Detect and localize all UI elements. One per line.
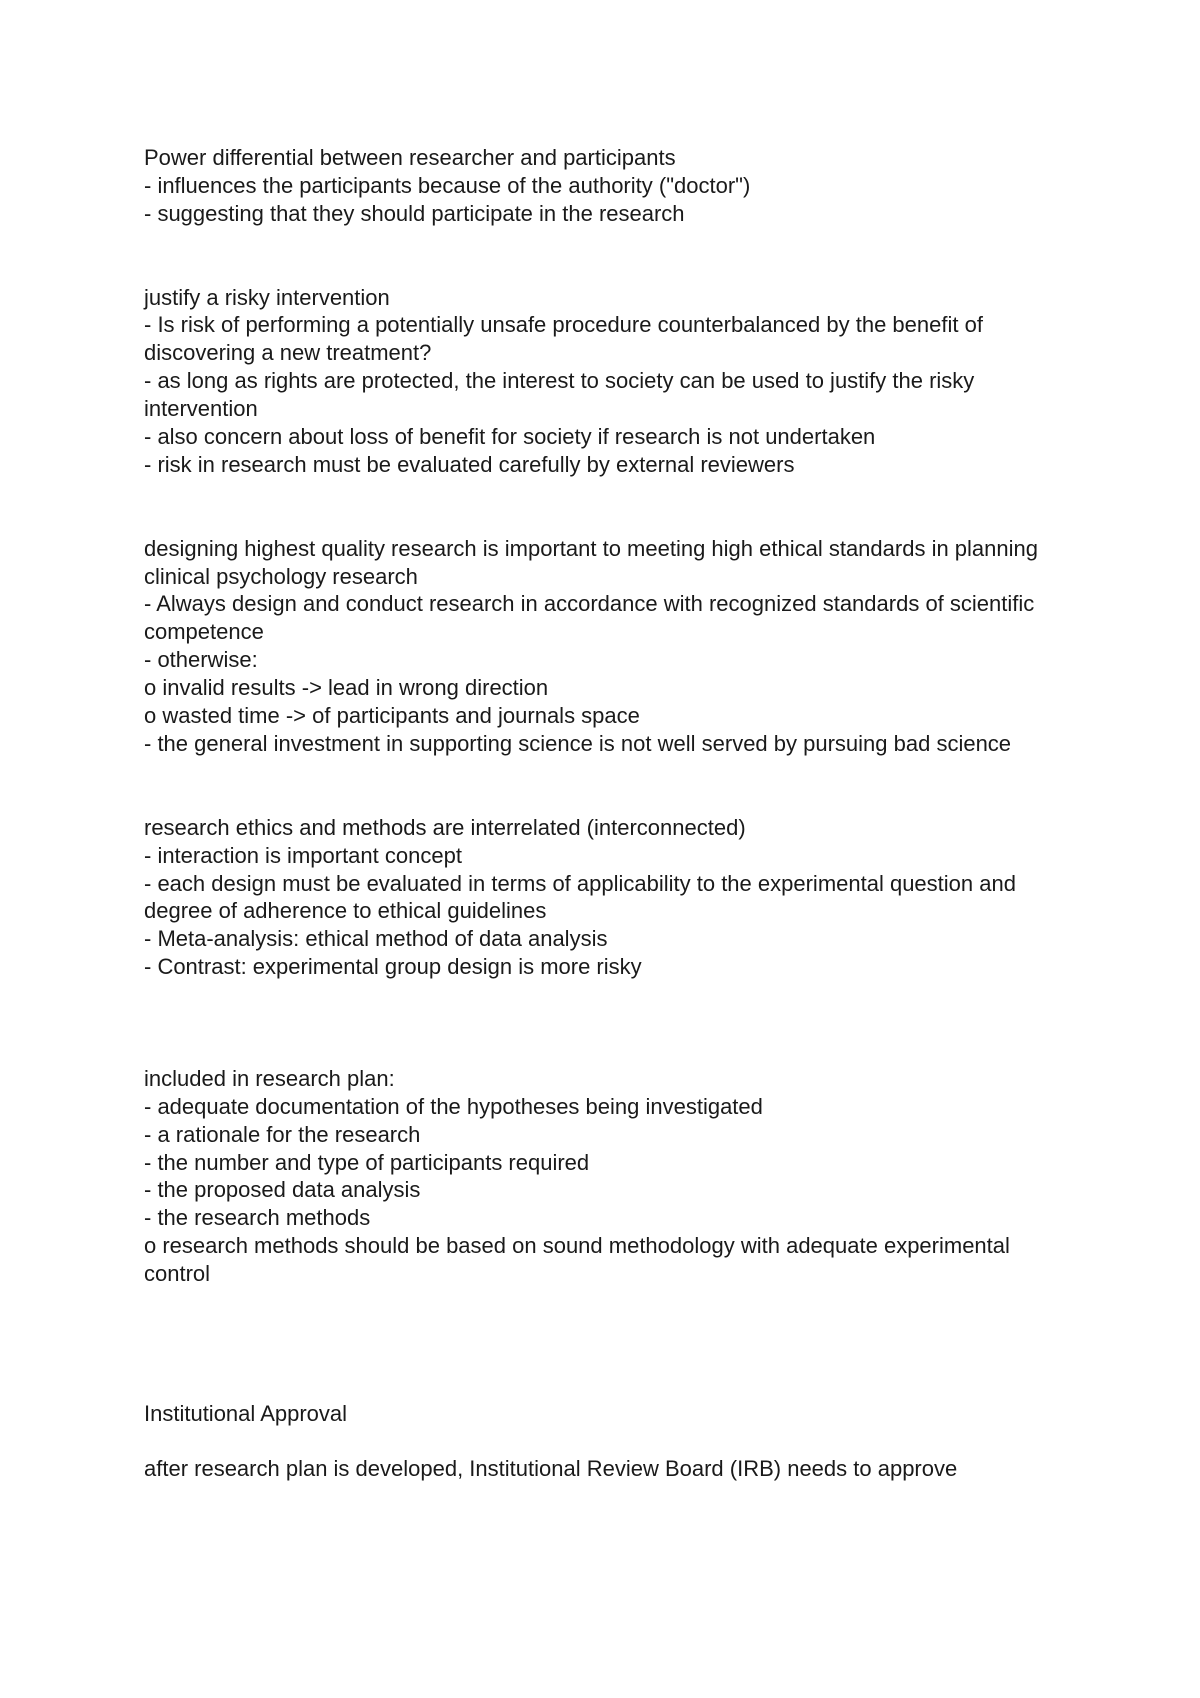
section-heading: Institutional Approval — [144, 1400, 348, 1426]
section-heading: Power differential between researcher and participants — [144, 145, 676, 170]
sub-bullet-line: o research methods should be based on sound methodology with adequate experimental control — [144, 1233, 1010, 1287]
section-heading: justify a risky intervention — [144, 284, 390, 310]
bullet-line: - also concern about loss of benefit for society if research is not undertaken — [144, 424, 876, 450]
bullet-line: - adequate documentation of the hypotheses being investigated — [144, 1093, 763, 1119]
section-heading: research ethics and methods are interrelated (interconnected) — [144, 814, 746, 840]
section-research-plan — [144, 1065, 1074, 1288]
bullet-line: - suggesting that they should participate in the research — [144, 200, 685, 226]
paragraph-line: after research plan is developed, Institutional Review Board (IRB) needs to approve — [144, 1456, 958, 1482]
section-irb — [144, 1455, 1074, 1483]
bullet-line: - each design must be evaluated in terms of applicability to the experimental question and degree of adherence to ethical guidelines — [144, 870, 1016, 924]
spacer — [144, 981, 1074, 1065]
section-ethics-methods — [144, 814, 1074, 981]
spacer — [144, 228, 1074, 284]
section-heading: designing highest quality research is important to meeting high ethical standards in planning clinical psychology research — [144, 535, 1038, 589]
bullet-line: - the research methods — [144, 1205, 371, 1231]
bullet-line: - interaction is important concept — [144, 842, 462, 868]
spacer — [144, 758, 1074, 814]
document-body — [144, 144, 1074, 1483]
bullet-line: - risk in research must be evaluated carefully by external reviewers — [144, 451, 795, 477]
bullet-line: - the general investment in supporting science is not well served by pursuing bad science — [144, 731, 1012, 756]
section-power-differential — [144, 144, 1074, 228]
bullet-line: - otherwise: — [144, 647, 258, 673]
spacer — [144, 479, 1074, 535]
bullet-line: - Meta-analysis: ethical method of data analysis — [144, 926, 608, 952]
bullet-line: - the number and type of participants required — [144, 1149, 590, 1175]
bullet-line: - Contrast: experimental group design is more risky — [144, 954, 642, 980]
bullet-line: - Is risk of performing a potentially unsafe procedure counterbalanced by the benefit of discovering a new treatment? — [144, 312, 983, 366]
section-heading: included in research plan: — [144, 1065, 395, 1091]
bullet-line: - the proposed data analysis — [144, 1177, 421, 1203]
spacer — [144, 1428, 1074, 1456]
bullet-line: - influences the participants because of the authority ("doctor") — [144, 172, 751, 198]
bullet-line: - a rationale for the research — [144, 1121, 421, 1147]
section-research-quality — [144, 535, 1074, 758]
sub-bullet-line: o wasted time -> of participants and journals space — [144, 703, 640, 729]
bullet-line: - Always design and conduct research in accordance with recognized standards of scientific competence — [144, 591, 1035, 645]
section-institutional-approval — [144, 1400, 1074, 1428]
bullet-line: - as long as rights are protected, the interest to society can be used to justify the risky intervention — [144, 368, 975, 422]
spacer — [144, 1288, 1074, 1400]
section-risky-intervention — [144, 284, 1074, 479]
sub-bullet-line: o invalid results -> lead in wrong direction — [144, 675, 549, 701]
